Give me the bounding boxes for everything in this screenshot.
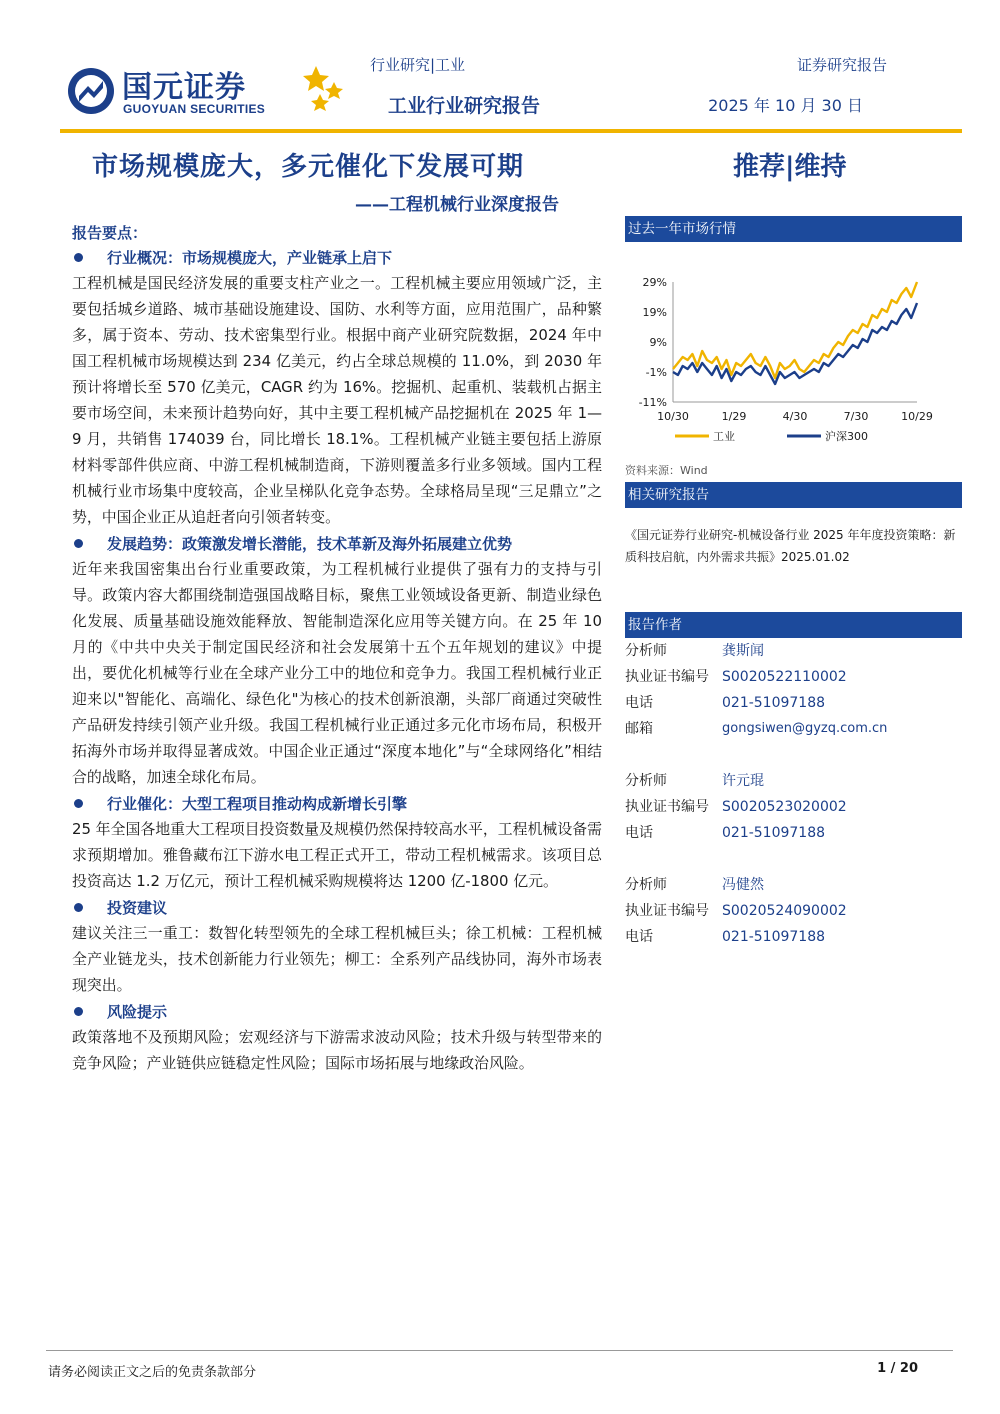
author-name-row xyxy=(625,768,962,794)
label-cert: 执业证书编号 xyxy=(625,903,709,919)
analyst-name: 冯健然 xyxy=(722,877,764,893)
bullet-icon xyxy=(74,903,83,912)
analyst-phone: 021-51097188 xyxy=(722,929,826,945)
footer-divider xyxy=(46,1350,953,1351)
label-phone: 电话 xyxy=(625,929,653,945)
market-chart-svg xyxy=(625,242,962,450)
bullet-icon xyxy=(74,799,83,808)
section-heading xyxy=(72,998,602,1024)
analyst-phone: 021-51097188 xyxy=(722,825,826,841)
report-highlights xyxy=(72,222,602,1076)
page-number: 1 / 20 xyxy=(877,1361,918,1376)
section-heading-text: 风险提示 xyxy=(107,1002,168,1021)
related-report-item: 《国元证券行业研究-机械设备行业 2025 年年度投资策略：新质科技启航，内外需求共振》2025.01.02 xyxy=(625,528,956,564)
related-reports-title: 相关研究报告 xyxy=(625,482,962,508)
x-tick-label: 4/30 xyxy=(782,410,808,423)
section-heading xyxy=(72,530,602,556)
market-chart xyxy=(625,242,962,450)
section-heading-text: 行业概况：市场规模庞大，产业链承上启下 xyxy=(107,248,393,267)
label-cert: 执业证书编号 xyxy=(625,799,709,815)
x-tick-label: 1/29 xyxy=(721,410,747,423)
section-body: 近年来我国密集出台行业重要政策，为工程机械行业提供了强有力的支持与引导。政策内容大都围绕制造强国战略目标，聚焦工业领域设备更新、制造业绿色化发展、质量基础设施效能释放、智能制造深化应用等关键方向。在 25 年 10 月的《中共中央关于制定国民经济和社会发展第十五个五年规划的建议》中提出，要优化机械等行业在全球产业分工中的地位和竞争力。我国工程机械行业正迎来以"智能化、高端化、绿色化"为核心的技术创新浪潮，头部厂商通过突破性产品研发持续引领产业升级。我国工程机械行业正通过多元化市场布局，积极开拓海外市场并取得显著成效。中国企业正通过“深度本地化”与“全球网络化”相结合的战略，加速全球化布局。 xyxy=(72,560,602,786)
analyst-cert: S0020522110002 xyxy=(722,669,847,685)
section-heading xyxy=(72,244,602,270)
label-analyst: 分析师 xyxy=(625,877,667,893)
section-heading xyxy=(72,894,602,920)
report-type: 证券研究报告 xyxy=(796,56,887,74)
x-tick-label: 10/30 xyxy=(657,410,689,423)
author-email-row xyxy=(625,716,962,742)
bullet-icon xyxy=(74,1007,83,1016)
brand-stars-icon xyxy=(294,64,348,118)
analyst-name: 龚斯闻 xyxy=(722,643,764,659)
analyst-phone: 021-51097188 xyxy=(722,695,826,711)
brand-logo xyxy=(66,62,346,122)
bullet-icon xyxy=(74,539,83,548)
section-heading-text: 行业催化：大型工程项目推动构成新增长引擎 xyxy=(107,794,408,813)
author-name-row xyxy=(625,872,962,898)
page-subtitle: ——工程机械行业深度报告 xyxy=(355,195,559,215)
label-phone: 电话 xyxy=(625,695,653,711)
analyst-cert: S0020524090002 xyxy=(722,903,847,919)
author-cert-row xyxy=(625,664,962,690)
y-tick-label: -11% xyxy=(638,396,667,409)
label-cert: 执业证书编号 xyxy=(625,669,709,685)
footer-disclaimer: 请务必阅读正文之后的免责条款部分 xyxy=(48,1365,257,1380)
analyst-cert: S0020523020002 xyxy=(722,799,847,815)
analyst-name: 许元琨 xyxy=(722,773,764,789)
y-tick-label: 29% xyxy=(642,276,667,289)
x-tick-label: 10/29 xyxy=(901,410,933,423)
y-tick-label: 9% xyxy=(649,336,667,349)
analyst-email[interactable]: gongsiwen@gyzq.com.cn xyxy=(722,721,888,736)
header-divider xyxy=(60,129,962,133)
rating-badge: 推荐|维持 xyxy=(733,152,847,182)
section-heading xyxy=(72,790,602,816)
author-phone-row xyxy=(625,820,962,846)
y-tick-label: -1% xyxy=(645,366,667,379)
legend-label-industry: 工业 xyxy=(713,430,735,443)
label-email: 邮箱 xyxy=(625,721,653,737)
section-body: 25 年全国各地重大工程项目投资数量及规模仍然保持较高水平，工程机械设备需求预期增加。雅鲁藏布江下游水电工程正式开工，带动工程机械需求。该项目总投资高达 1.2 万亿元，预计工程机械采购规模将达 1200 亿-1800 亿元。 xyxy=(72,820,602,890)
x-tick-label: 7/30 xyxy=(843,410,869,423)
report-date: 2025 年 10 月 30 日 xyxy=(708,96,863,115)
legend-label-hs300: 沪深300 xyxy=(825,430,868,443)
section-heading-text: 投资建议 xyxy=(107,898,168,917)
sidebar xyxy=(625,216,962,950)
authors-title: 报告作者 xyxy=(625,612,962,638)
section-body: 政策落地不及预期风险；宏观经济与下游需求波动风险；技术升级与转型带来的竞争风险；产业链供应链稳定性风险；国际市场拓展与地缘政治风险。 xyxy=(72,1028,602,1072)
author-cert-row xyxy=(625,898,962,924)
section-heading-text: 发展趋势：政策激发增长潜能，技术革新及海外拓展建立优势 xyxy=(107,534,513,553)
author-phone-row xyxy=(625,690,962,716)
label-analyst: 分析师 xyxy=(625,773,667,789)
highlights-title: 报告要点： xyxy=(72,224,148,242)
report-category: 行业研究|工业 xyxy=(370,56,466,74)
brand-name-cn: 国元证券 xyxy=(122,70,246,105)
y-tick-label: 19% xyxy=(642,306,667,319)
report-series-title: 工业行业研究报告 xyxy=(388,95,541,117)
author-cert-row xyxy=(625,794,962,820)
series-line-hs300 xyxy=(673,303,917,384)
author-phone-row xyxy=(625,924,962,950)
label-analyst: 分析师 xyxy=(625,643,667,659)
section-body: 工程机械是国民经济发展的重要支柱产业之一。工程机械主要应用领域广泛，主要包括城乡道路、城市基础设施建设、国防、水利等方面，应用范围广，品种繁多，属于资本、劳动、技术密集型行业。根据中商产业研究院数据，2024 年中国工程机械市场规模达到 234 亿美元，约占全球总规模的 11.0%，到 2030 年预计将增长至 570 亿美元，CAGR 约为 16%。挖掘机、起重机、装载机占据主要市场空间，未来预计趋势向好，其中主要工程机械产品挖掘机在 2025 年 1—9 月，共销售 174039 台，同比增长 18.1%。工程机械产业链主要包括上游原材料零部件供应商、中游工程机械制造商，下游则覆盖多行业多领域。国内工程机械行业市场集中度较高，企业呈梯队化竞争态势。全球格局呈现“三足鼎立”之势，中国企业正从追赶者向引领者转变。 xyxy=(72,274,602,526)
label-phone: 电话 xyxy=(625,825,653,841)
market-chart-title: 过去一年市场行情 xyxy=(625,216,962,242)
page-title: 市场规模庞大，多元催化下发展可期 xyxy=(92,152,525,182)
author-name-row xyxy=(625,638,962,664)
chart-source: 资料来源：Wind xyxy=(625,464,708,477)
section-body: 建议关注三一重工：数智化转型领先的全球工程机械巨头；徐工机械：工程机械全产业链龙头，技术创新能力行业领先；柳工：全系列产品线协同，海外市场表现突出。 xyxy=(72,924,602,994)
guoyuan-emblem-icon xyxy=(66,66,116,116)
bullet-icon xyxy=(74,253,83,262)
brand-name-en: GUOYUAN SECURITIES xyxy=(123,102,266,116)
